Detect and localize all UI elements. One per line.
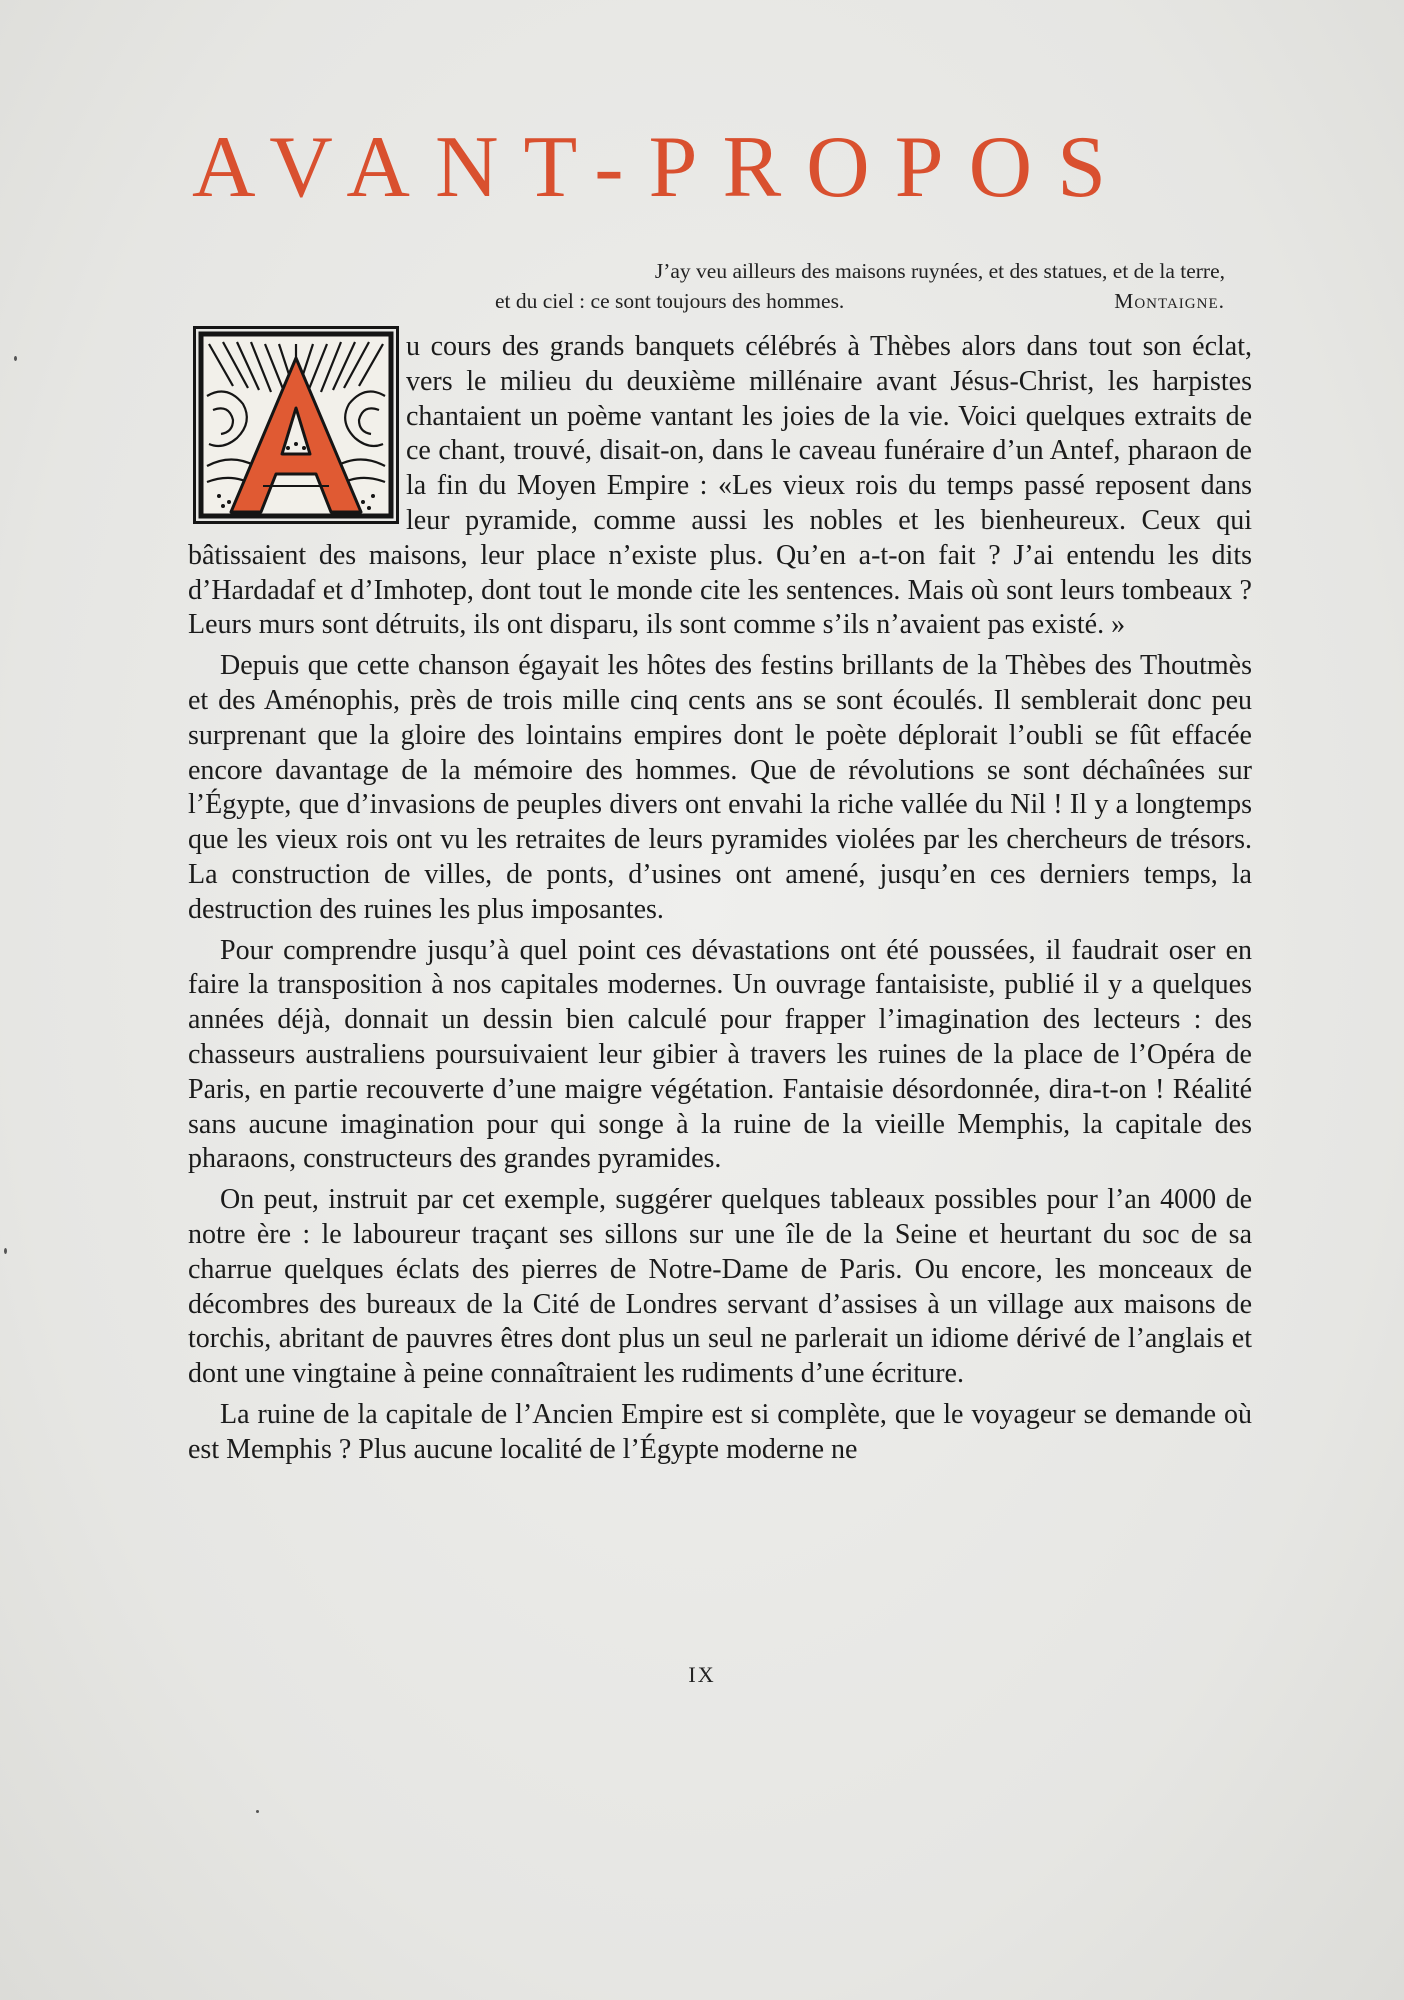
paper-speck [14, 356, 17, 361]
paragraph-4: On peut, instruit par cet exemple, suggérer quelques tableaux possibles pour l’an 4000 de notre ère : le laboureur traçant ses sillons sur une île de la Seine et heurtant du soc de sa charrue quelques éclats des pierres de Notre-Dame de Paris. Ou encore, les monceaux de décombres des bureaux de la Cité de Londres servant d’assises à un village aux maisons de torchis, abritant de pauvres êtres dont plus un seul ne parlerait un idiome dérivé de l’anglais et dont une vingtaine à peine connaîtraient les rudiments d’une écriture. [188, 1184, 1252, 1390]
paragraph-1-text: u cours des grands banquets célébrés à Thèbes alors dans tout son éclat, vers le milieu du deuxième millénaire avant Jésus-Christ, les harpistes chantaient un poème vantant les joies de la vie. Voici quelques extraits de ce chant, trouvé, disait-on, dans le caveau funéraire d’un Antef, pharaon de la fin du Moyen Empire : «Les vieux rois du temps passé reposent dans leur pyramide, comme aussi les nobles et les bienheureux. Ceux qui bâtissaient des maisons, leur place n’existe plus. Qu’en a-t-on fait ? J’ai entendu les dits d’Hardadaf et d’Imhotep, dont tout le monde cite les sentences. Mais où sont leurs tombeaux ? Leurs murs sont détruits, ils ont disparu, ils sont comme s’ils n’avaient pas existé. » [188, 331, 1252, 641]
paper-speck [256, 1810, 259, 1813]
paragraph-5: La ruine de la capitale de l’Ancien Empire est si complète, que le voyageur se demande où est Memphis ? Plus aucune localité de l’Égypte moderne ne [188, 1398, 1252, 1465]
paragraph-2: Depuis que cette chanson égayait les hôtes des festins brillants de la Thèbes des Thoutmès et des Aménophis, près de trois mille cinq cents ans se sont écoulés. Il semblerait donc peu surprenant que la gloire des lointains empires dont le poète déplorait l’oubli se fût effacée encore davantage de la mémoire des hommes. Que de révolutions se sont déchaînées sur l’Égypte, que d’invasions de peuples divers ont envahi la riche vallée du Nil ! Il y a longtemps que les vieux rois ont vu les retraites de leurs pyramides violées par les chercheurs de trésors. La construction de villes, de ponts, d’usines ont amené, jusqu’en ces derniers temps, la destruction des ruines les plus imposantes. [188, 650, 1252, 925]
page-title: AVANT-PROPOS [192, 119, 1132, 216]
page-number: IX [688, 1662, 716, 1687]
paragraph-3: Pour comprendre jusqu’à quel point ces dévastations ont été poussées, il faudrait oser en faire la transposition à nos capitales modernes. Un ouvrage fantaisiste, publié il y a quelques années déjà, donnait un dessin bien calculé pour frapper l’imagination des lecteurs : des chasseurs australiens poursuivaient leur gibier à travers les ruines de la place de l’Opéra de Paris, en partie recouverte d’une maigre végétation. Fantaisie désordonnée, dira-t-on ! Réalité sans aucune imagination pour qui songe à la ruine de la vieille Memphis, la capitale des pharaons, constructeurs des grandes pyramides. [188, 934, 1252, 1175]
body-text [188, 330, 1252, 1474]
epigraph-author: Montaigne. [1114, 289, 1225, 313]
epigraph-line-2: et du ciel : ce sont toujours des hommes. [495, 289, 845, 313]
epigraph-line-1: J’ay veu ailleurs des maisons ruynées, et des statues, et de la terre, [654, 259, 1225, 283]
epigraph [495, 256, 1225, 316]
paper-speck [4, 1248, 7, 1254]
epigraph-line-2-row [495, 286, 1225, 316]
dropcap-space [188, 330, 406, 538]
paragraph-1 [188, 330, 1252, 643]
